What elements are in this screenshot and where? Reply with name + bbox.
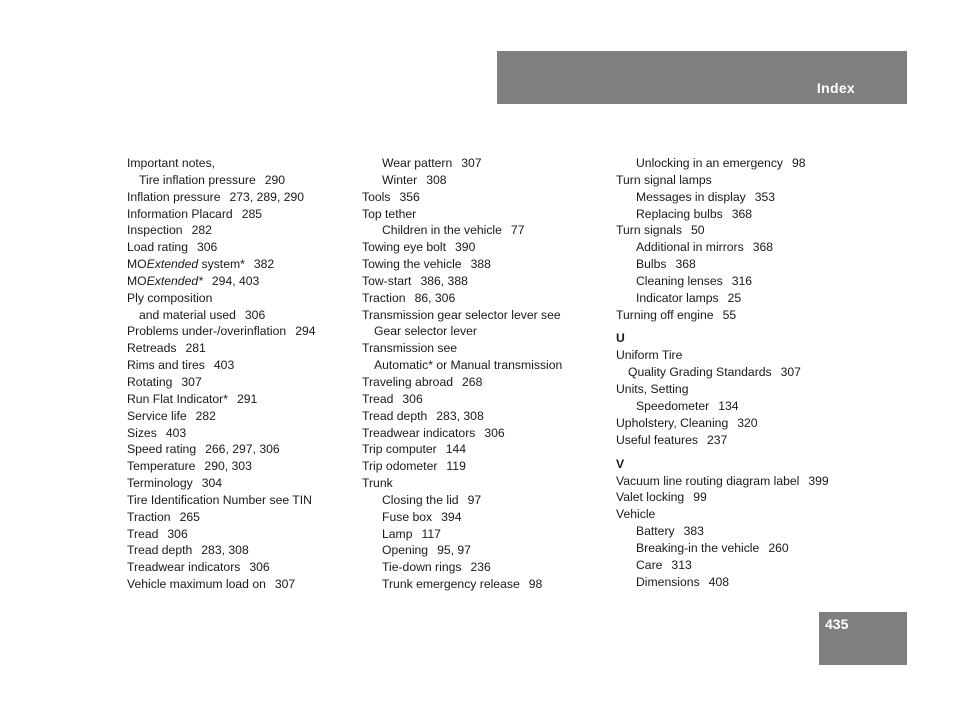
index-entry: Transmission see bbox=[362, 341, 458, 356]
index-subentry: Tie-down rings 236 bbox=[382, 560, 491, 575]
page-ref: 316 bbox=[731, 273, 753, 288]
page-ref: 268 bbox=[462, 374, 483, 389]
index-subentry: Messages in display 353 bbox=[636, 189, 776, 204]
page-ref: 368 bbox=[731, 206, 753, 221]
index-subentry: Trunk emergency release 98 bbox=[382, 577, 543, 592]
index-entry: Inflation pressure 273, 289, 290 bbox=[127, 189, 305, 204]
index-entry: Vehicle bbox=[616, 507, 656, 522]
page-ref: 403 bbox=[165, 425, 187, 440]
page-ref: 306 bbox=[484, 425, 505, 440]
index-subentry: Additional in mirrors 368 bbox=[636, 240, 774, 255]
page-number: 435 bbox=[825, 616, 849, 632]
index-entry: Inspection 282 bbox=[127, 223, 212, 238]
page-ref: 236 bbox=[470, 560, 491, 575]
page-ref: 320 bbox=[737, 415, 758, 430]
index-entry: Tread depth 283, 308 bbox=[127, 543, 249, 558]
index-subentry: Care 313 bbox=[636, 557, 692, 572]
index-entry: Important notes, bbox=[127, 156, 216, 170]
page-ref: 304 bbox=[201, 476, 223, 491]
index-entry: Top tether bbox=[362, 206, 417, 221]
page-ref: 307 bbox=[780, 365, 801, 380]
page-ref: 306 bbox=[197, 240, 218, 255]
page-ref: 283, 308 bbox=[436, 408, 484, 423]
index-subentry: Lamp 117 bbox=[382, 526, 441, 541]
page-ref: 119 bbox=[446, 459, 466, 474]
index-entry: Treadwear indicators 306 bbox=[362, 425, 505, 440]
index-subentry: Closing the lid 97 bbox=[382, 492, 482, 507]
page-ref: 283, 308 bbox=[201, 543, 249, 558]
index-entry: Information Placard 285 bbox=[127, 206, 263, 221]
page-ref: 99 bbox=[693, 490, 707, 505]
page-ref: 368 bbox=[675, 257, 696, 272]
page-ref: 383 bbox=[683, 524, 704, 539]
index-entry: Problems under-/overinflation 294 bbox=[127, 324, 316, 339]
page-ref: 306 bbox=[244, 307, 266, 322]
index-column-3 bbox=[616, 155, 856, 590]
index-entry: Tire Identification Number see TIN bbox=[127, 492, 312, 507]
page-title: Index bbox=[816, 80, 855, 96]
index-entry: Tread depth 283, 308 bbox=[362, 408, 484, 423]
page-ref: 403 bbox=[213, 358, 235, 373]
index-entry: Useful features 237 bbox=[616, 432, 728, 447]
index-entry: MOExtended* 294, 403 bbox=[127, 273, 260, 288]
page-ref: 290, 303 bbox=[204, 459, 252, 474]
page-ref: 134 bbox=[718, 398, 739, 413]
index-entry: Transmission gear selector lever see bbox=[362, 307, 561, 322]
index-subentry: Children in the vehicle 77 bbox=[382, 223, 525, 238]
index-entry: Service life 282 bbox=[127, 408, 216, 423]
section-letter-u: U bbox=[616, 331, 625, 346]
page-ref: 388 bbox=[470, 257, 491, 272]
index-entry: Tow-start 386, 388 bbox=[362, 273, 468, 288]
index-entry: Rotating 307 bbox=[127, 374, 202, 389]
index-subentry: Speedometer 134 bbox=[636, 398, 739, 413]
index-entry: Trip odometer 119 bbox=[362, 459, 466, 474]
index-entry: Units, Setting bbox=[616, 382, 689, 397]
page-ref: 307 bbox=[461, 156, 482, 170]
index-entry: Terminology 304 bbox=[127, 476, 223, 491]
page-ref: 86, 306 bbox=[414, 290, 456, 305]
page-ref: 260 bbox=[768, 540, 789, 555]
index-subentry: Bulbs 368 bbox=[636, 257, 696, 272]
page-ref: 353 bbox=[754, 189, 776, 204]
index-entry: Run Flat Indicator* 291 bbox=[127, 391, 258, 406]
page-number-box bbox=[819, 612, 907, 665]
page-ref: 308 bbox=[426, 172, 447, 187]
index-entry-continuation: Automatic* or Manual transmission bbox=[374, 358, 563, 373]
page-ref: 394 bbox=[441, 509, 462, 524]
index-subentry: Battery 383 bbox=[636, 524, 704, 539]
page-ref: 390 bbox=[455, 240, 476, 255]
page-ref: 399 bbox=[808, 473, 829, 488]
index-entry: Temperature 290, 303 bbox=[127, 459, 252, 474]
index-entry: Traveling abroad 268 bbox=[362, 374, 483, 389]
page-ref: 144 bbox=[445, 442, 467, 457]
page-ref: 306 bbox=[167, 526, 188, 541]
index-column-1 bbox=[127, 155, 367, 593]
index-subentry: Cleaning lenses 316 bbox=[636, 273, 753, 288]
page-ref: 117 bbox=[421, 526, 441, 541]
page-ref: 294 bbox=[295, 324, 316, 339]
index-entry: Tread 306 bbox=[127, 526, 188, 541]
page-ref: 386, 388 bbox=[420, 273, 468, 288]
page-ref: 273, 289, 290 bbox=[229, 189, 305, 204]
page-ref: 98 bbox=[528, 577, 543, 592]
index-entry: Vacuum line routing diagram label 399 bbox=[616, 473, 829, 488]
index-entry: Ply composition bbox=[127, 290, 213, 305]
page-ref: 356 bbox=[399, 189, 420, 204]
index-subentry: and material used 306 bbox=[139, 307, 266, 322]
index-entry: Treadwear indicators 306 bbox=[127, 560, 270, 575]
index-entry: Turning off engine 55 bbox=[616, 307, 737, 322]
index-subentry: Unlocking in an emergency 98 bbox=[636, 156, 806, 170]
page-ref: 77 bbox=[510, 223, 525, 238]
page-ref: 25 bbox=[727, 290, 742, 305]
page-ref: 55 bbox=[722, 307, 737, 322]
index-entry: Speed rating 266, 297, 306 bbox=[127, 442, 280, 457]
page-ref: 282 bbox=[195, 408, 216, 423]
page-ref: 237 bbox=[706, 432, 728, 447]
index-entry: Tools 356 bbox=[362, 189, 420, 204]
page-ref: 294, 403 bbox=[211, 273, 260, 288]
index-subentry: Wear pattern 307 bbox=[382, 156, 482, 170]
index-subentry: Opening 95, 97 bbox=[382, 543, 471, 558]
page-ref: 307 bbox=[274, 577, 296, 592]
page-ref: 408 bbox=[708, 574, 730, 589]
index-entry: Turn signal lamps bbox=[616, 172, 712, 187]
page-ref: 291 bbox=[236, 391, 258, 406]
page-ref: 290 bbox=[264, 172, 286, 187]
index-entry: Upholstery, Cleaning 320 bbox=[616, 415, 758, 430]
page-ref: 306 bbox=[249, 560, 270, 575]
page-ref: 266, 297, 306 bbox=[205, 442, 280, 457]
index-entry: Sizes 403 bbox=[127, 425, 187, 440]
index-entry: Valet locking 99 bbox=[616, 490, 707, 505]
index-entry: Trunk bbox=[362, 476, 393, 491]
page-ref: 50 bbox=[690, 223, 705, 238]
page-ref: 281 bbox=[185, 341, 206, 356]
index-entry: Traction 265 bbox=[127, 509, 200, 524]
page-ref: 97 bbox=[467, 492, 482, 507]
page-ref: 285 bbox=[241, 206, 263, 221]
index-entry: Tread 306 bbox=[362, 391, 423, 406]
page-ref: 307 bbox=[181, 374, 202, 389]
index-entry: Towing the vehicle 388 bbox=[362, 257, 491, 272]
index-entry: Turn signals 50 bbox=[616, 223, 705, 238]
page-ref: 282 bbox=[191, 223, 212, 238]
index-subentry: Replacing bulbs 368 bbox=[636, 206, 753, 221]
page-ref: 368 bbox=[752, 240, 774, 255]
index-entry: Towing eye bolt 390 bbox=[362, 240, 476, 255]
header-bar bbox=[497, 51, 907, 104]
index-column-2 bbox=[362, 155, 602, 593]
index-entry: Load rating 306 bbox=[127, 240, 218, 255]
index-entry-continuation: Quality Grading Standards 307 bbox=[628, 365, 801, 380]
page-ref: 306 bbox=[402, 391, 423, 406]
index-subentry: Indicator lamps 25 bbox=[636, 290, 742, 305]
index-subentry: Winter 308 bbox=[382, 172, 447, 187]
index-subentry: Breaking-in the vehicle 260 bbox=[636, 540, 789, 555]
index-entry: MOExtended system* 382 bbox=[127, 257, 275, 272]
section-letter-v: V bbox=[616, 456, 625, 471]
index-entry: Rims and tires 403 bbox=[127, 358, 235, 373]
page-ref: 98 bbox=[792, 156, 806, 170]
index-entry: Traction 86, 306 bbox=[362, 290, 456, 305]
index-entry: Vehicle maximum load on 307 bbox=[127, 577, 296, 592]
page-ref: 265 bbox=[179, 509, 200, 524]
index-subentry: Dimensions 408 bbox=[636, 574, 730, 589]
index-entry: Trip computer 144 bbox=[362, 442, 467, 457]
page-ref: 313 bbox=[671, 557, 692, 572]
index-subentry: Tire inflation pressure 290 bbox=[139, 172, 286, 187]
page-ref: 382 bbox=[253, 257, 275, 272]
page-ref: 95, 97 bbox=[437, 543, 471, 558]
index-entry: Uniform Tire bbox=[616, 348, 683, 363]
index-subentry: Fuse box 394 bbox=[382, 509, 462, 524]
index-entry-continuation: Gear selector lever bbox=[374, 324, 477, 339]
index-entry: Retreads 281 bbox=[127, 341, 206, 356]
